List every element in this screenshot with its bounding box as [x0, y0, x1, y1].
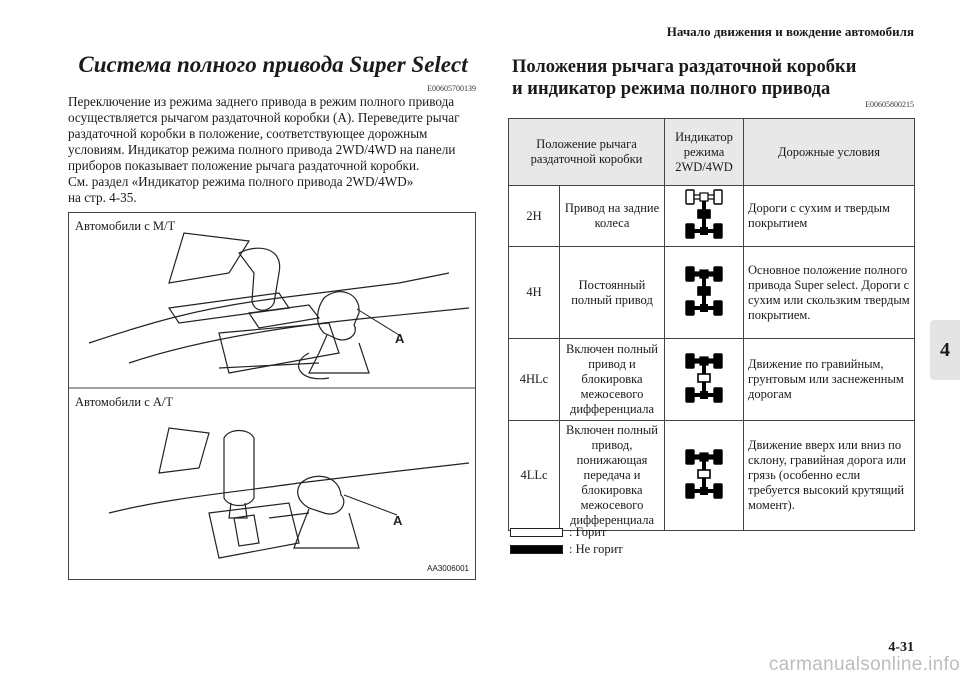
table-row	[509, 247, 915, 339]
legend-swatch-off	[510, 545, 563, 554]
body-paragraph: См. раздел «Индикатор режима полного привода 2WD/4WD»	[68, 174, 414, 189]
section-code: E00605700139	[427, 84, 476, 93]
callout-label: A	[395, 331, 405, 346]
drivetrain-indicator-icon	[684, 188, 724, 240]
running-header: Начало движения и вождение автомобиля	[666, 24, 914, 39]
body-paragraph: на стр. 4-35.	[68, 190, 137, 205]
indicator-cell	[665, 421, 744, 531]
header-cell: Индикатор режима 2WD/4WD	[665, 119, 744, 186]
indicator-cell	[665, 247, 744, 339]
drive-mode-description: Включен полный привод, понижающая передача и блокировка межосевого дифференциала	[560, 421, 665, 531]
drivetrain-indicator-icon	[684, 352, 724, 404]
header-cell: Положение рычага раздаточной коробки	[509, 119, 665, 186]
drive-mode-description: Включен полный привод и блокировка межосевого дифференциала	[560, 339, 665, 421]
lever-position-cell: 4HLc	[509, 339, 560, 421]
table-section-title	[512, 56, 922, 100]
table-row	[509, 421, 915, 531]
drivetrain-indicator-icon	[684, 265, 724, 317]
figure-label-at: Автомобили с A/T	[75, 395, 173, 409]
figure-label-mt: Автомобили с M/T	[75, 219, 176, 233]
lever-position-cell: 4H	[509, 247, 560, 339]
lever-position-cell: 2H	[509, 186, 560, 247]
road-conditions-cell: Движение по гравийным, грунтовым или заснеженным дорогам	[744, 339, 915, 421]
legend-on-label: : Горит	[569, 525, 607, 539]
title-line: и индикатор режима полного привода	[512, 79, 831, 99]
table-row	[509, 186, 915, 247]
lever-position-cell: 4LLc	[509, 421, 560, 531]
table-section-code: E00605800215	[865, 100, 914, 109]
lever-positions-table	[508, 118, 915, 531]
legend-off-label: : Не горит	[569, 542, 623, 556]
watermark: carmanualsonline.info	[768, 654, 960, 675]
road-conditions-cell: Основное положение полного привода Super select. Дороги с сухим или скользким твердым покрытием.	[744, 247, 915, 339]
transfer-lever-figure	[68, 212, 476, 580]
body-paragraph: Переключение из режима заднего привода в режим полного привода осуществляется рычагом раздаточной коробки (A). Переведите рычаг раздаточной коробки в положение, соответствующее дорожным условиям. Индикатор режима полного привода 2WD/4WD на панели приборов показывает положение рычага раздаточной коробки.	[68, 94, 460, 173]
page-number: 4-31	[888, 640, 914, 655]
indicator-cell	[665, 339, 744, 421]
callout-label: A	[393, 513, 403, 528]
chapter-tab: 4	[930, 320, 960, 380]
drivetrain-indicator-icon	[684, 448, 724, 500]
indicator-legend	[510, 524, 623, 558]
section-title: Система полного привода Super Select	[78, 52, 468, 77]
indicator-cell	[665, 186, 744, 247]
section-body	[68, 94, 480, 206]
road-conditions-cell: Движение вверх или вниз по склону, гравийная дорога или грязь (особенно если требуется высокий крутящий момент).	[744, 421, 915, 531]
legend-swatch-on	[510, 528, 563, 537]
drive-mode-description: Привод на задние колеса	[560, 186, 665, 247]
drive-mode-description: Постоянный полный привод	[560, 247, 665, 339]
figure-code: AA3006001	[427, 564, 469, 573]
road-conditions-cell: Дороги с сухим и твердым покрытием	[744, 186, 915, 247]
table-row	[509, 339, 915, 421]
header-cell: Дорожные условия	[744, 119, 915, 186]
title-line: Положения рычага раздаточной коробки	[512, 57, 857, 77]
